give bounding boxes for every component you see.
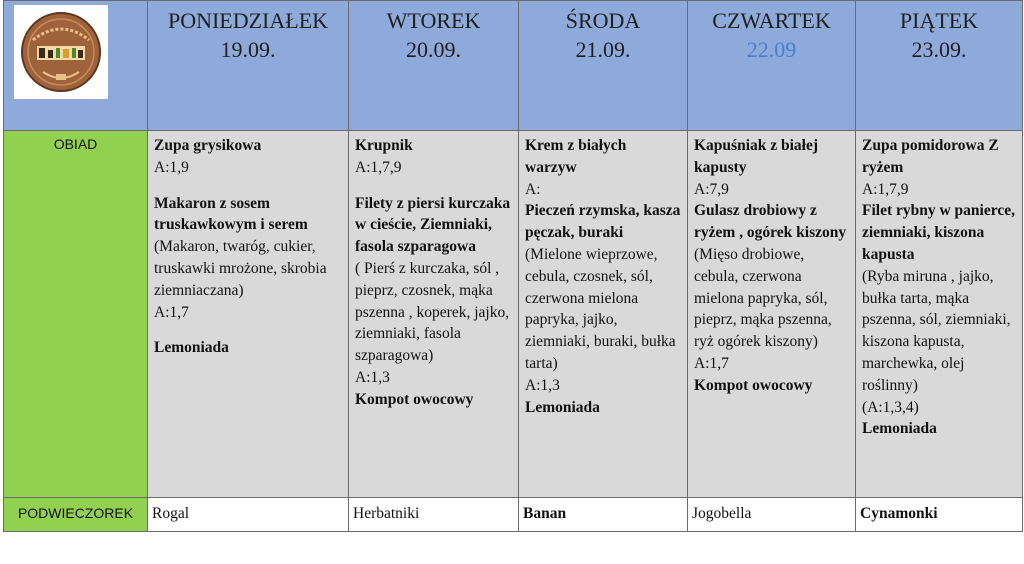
podwieczorek-label: PODWIECZOREK (17, 505, 134, 521)
main-dish: Gulasz drobiowy z ryżem , ogórek kiszony (694, 202, 847, 242)
podwieczorek-row (4, 498, 1023, 532)
day-name: PIĄTEK (899, 8, 979, 33)
day-name: WTOREK (386, 8, 481, 33)
day-name: ŚRODA (565, 8, 641, 33)
ingredients: (Mięso drobiowe, cebula, czerwona mielona papryka, sól, pieprz, mąka pszenna, ryż ogórek kiszony) (694, 245, 832, 351)
podwieczorek-cell-thu (688, 498, 856, 532)
obiad-cell-fri (856, 131, 1023, 498)
day-date: 23.09. (911, 37, 967, 62)
main-allergens: A:1,7 (154, 303, 189, 321)
ingredients: ( Pierś z kurczaka, sól , pieprz, czosnek, mąka pszenna , koperek, jajko, ziemniaki, fasola szparagowa) (355, 259, 510, 365)
day-header-wed (519, 1, 688, 131)
logo-container (14, 5, 108, 99)
main-allergens: A:1,3 (525, 376, 560, 394)
podwieczorek-cell-fri (856, 498, 1023, 532)
main-dish: Makaron z sosem truskawkowym i serem (154, 194, 308, 234)
ingredients: (Mielone wieprzowe, cebula, czosnek, sól, czerwona mielona papryka, jajko, ziemniaki, buraki, bułka tarta) (525, 245, 676, 372)
soup-name: Zupa pomidorowa Z ryżem (862, 137, 999, 176)
podwieczorek-cell-tue (349, 498, 519, 532)
day-name: PONIEDZIAŁEK (167, 8, 329, 33)
weekly-menu-table (3, 0, 1023, 532)
day-name: CZWARTEK (712, 8, 831, 33)
day-header-fri (856, 1, 1023, 131)
day-date: 22.09 (746, 37, 797, 62)
soup-allergens: A: (525, 180, 541, 198)
soup-allergens: A:1,7,9 (862, 180, 909, 198)
main-dish: Filety z piersi kurczaka w cieście, Ziemniaki, fasola szparagowa (355, 194, 511, 256)
snack: Cynamonki (860, 505, 938, 522)
drink: Lemoniada (154, 339, 229, 357)
obiad-cell-tue (349, 131, 519, 498)
main-dish: Pieczeń rzymska, kasza pęczak, buraki (525, 202, 681, 242)
day-header-tue (349, 1, 519, 131)
podwieczorek-cell-wed (519, 498, 688, 532)
main-allergens: A:1,3 (355, 368, 390, 386)
kuchnia-logo-icon (19, 10, 103, 94)
soup-name: Krem z białych warzyw (525, 137, 627, 176)
header-row (4, 1, 1023, 131)
main-dish: Filet rybny w panierce, ziemniaki, kiszona kapusta (862, 202, 1015, 263)
obiad-row (4, 131, 1023, 498)
soup-name: Kapuśniak z białej kapusty (694, 137, 819, 176)
day-date: 20.09. (406, 37, 461, 62)
day-date: 19.09. (220, 37, 276, 62)
logo-cell (4, 1, 148, 131)
drink: Kompot owocowy (694, 376, 813, 394)
soup-allergens: A:1,7,9 (355, 158, 402, 176)
drink: Kompot owocowy (355, 390, 474, 408)
obiad-label-cell (4, 131, 148, 498)
day-header-mon (148, 1, 349, 131)
podwieczorek-label-cell (4, 498, 148, 532)
ingredients: (Makaron, twaróg, cukier, truskawki mrożone, skrobia ziemniaczana) (154, 238, 327, 299)
day-date: 21.09. (575, 37, 631, 62)
snack: Jogobella (692, 505, 752, 522)
soup-name: Krupnik (355, 137, 413, 154)
main-allergens: A:1,7 (694, 354, 729, 372)
podwieczorek-cell-mon (148, 498, 349, 532)
obiad-cell-mon (148, 131, 349, 498)
ingredients: (Ryba miruna , jajko, bułka tarta, mąka pszenna, sól, ziemniaki, kiszona kapusta, marchewka, olej roślinny) (862, 267, 1011, 394)
snack: Banan (523, 505, 567, 522)
snack: Rogal (152, 505, 190, 522)
snack: Herbatniki (353, 505, 420, 522)
main-allergens: (A:1,3,4) (862, 398, 919, 416)
obiad-cell-wed (519, 131, 688, 498)
soup-name: Zupa grysikowa (154, 137, 262, 154)
drink: Lemoniada (525, 398, 600, 416)
obiad-label: OBIAD (53, 136, 98, 152)
soup-allergens: A:7,9 (694, 180, 729, 198)
soup-allergens: A:1,9 (154, 158, 189, 176)
obiad-cell-thu (688, 131, 856, 498)
day-header-thu (688, 1, 856, 131)
drink: Lemoniada (862, 420, 937, 438)
